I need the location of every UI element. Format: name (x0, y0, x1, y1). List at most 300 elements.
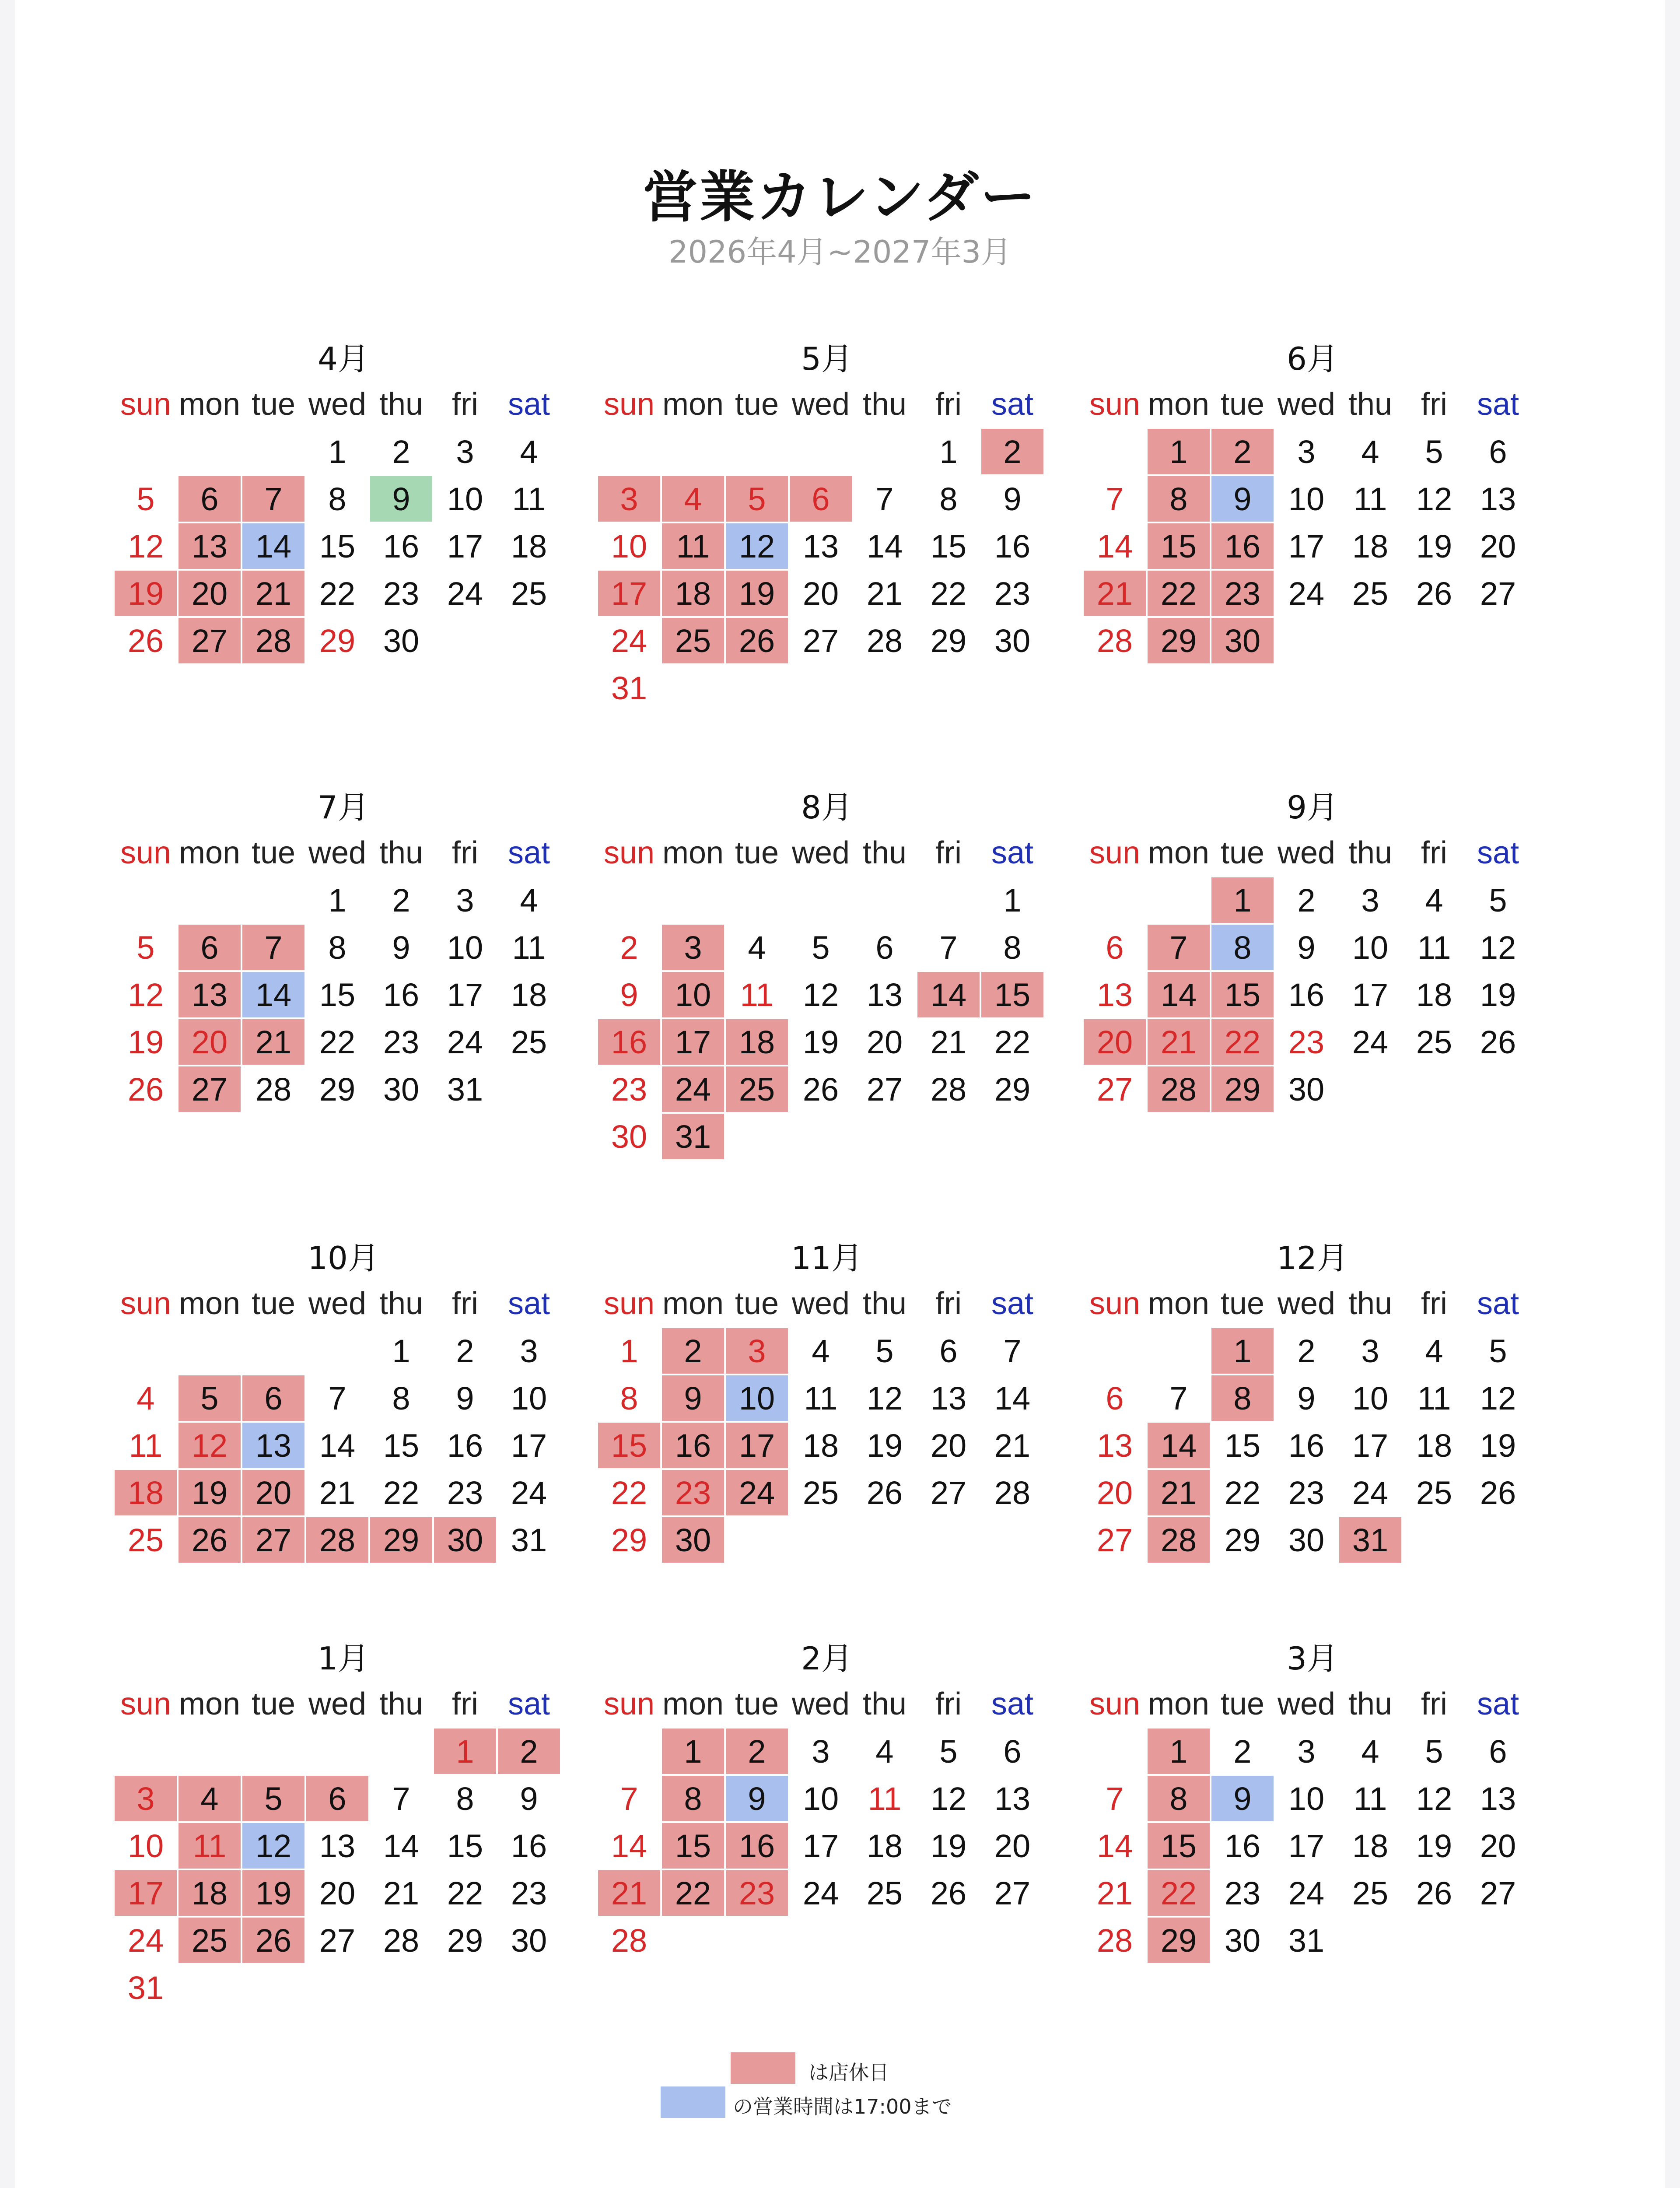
day-cell: 27 (178, 1066, 241, 1112)
day-cell: 2 (392, 433, 410, 470)
day-cell: 1 (328, 433, 346, 470)
month-grid (114, 381, 575, 664)
day-cell: 8 (328, 480, 346, 517)
day-cell: 11 (1417, 1380, 1451, 1417)
day-cell: 4 (1425, 1332, 1443, 1369)
day-cell: 4 (812, 1332, 830, 1369)
day-cell: 19 (115, 571, 177, 616)
day-cell: 3 (598, 476, 660, 522)
month-grid (1083, 381, 1544, 664)
day-cell: 27 (1096, 1071, 1133, 1108)
weekday-header: tue (251, 1687, 296, 1722)
weekday-header: thu (862, 1687, 907, 1722)
weekday-header: mon (178, 1687, 241, 1722)
month-title: 9月 (1287, 789, 1338, 826)
day-cell: 29 (1148, 1918, 1210, 1963)
day-cell: 14 (1096, 1827, 1133, 1864)
day-cell: 14 (242, 972, 304, 1017)
day-cell: 20 (1084, 1019, 1146, 1065)
day-cell: 29 (447, 1922, 483, 1959)
day-cell: 4 (178, 1776, 241, 1821)
day-cell: 22 (319, 575, 356, 612)
day-cell: 2 (981, 429, 1043, 474)
day-cell: 28 (255, 1071, 292, 1108)
day-cell: 12 (127, 976, 164, 1013)
day-cell: 29 (319, 1071, 356, 1108)
day-cell: 22 (611, 1474, 648, 1511)
weekday-header: mon (662, 387, 724, 422)
day-cell: 14 (242, 523, 304, 569)
day-cell: 26 (930, 1875, 967, 1911)
day-cell: 7 (1148, 925, 1210, 970)
weekday-header: mon (178, 1286, 241, 1321)
empty-cell (242, 1327, 305, 1375)
day-cell: 22 (319, 1024, 356, 1060)
day-cell: 24 (662, 1066, 724, 1112)
day-cell: 19 (1416, 528, 1452, 565)
weekday-header: sat (508, 387, 550, 422)
day-cell: 3 (812, 1733, 830, 1770)
day-cell: 21 (598, 1870, 660, 1916)
weekday-header: fri (452, 835, 478, 870)
day-cell: 18 (511, 976, 547, 1013)
weekday-header: sat (508, 1286, 550, 1321)
weekday-header: sun (120, 1687, 172, 1722)
page-subtitle: 2026年4月~2027年3月 (668, 234, 1012, 270)
legend (661, 2052, 1011, 2118)
month-title: 6月 (1287, 340, 1338, 377)
day-cell: 22 (383, 1474, 420, 1511)
day-cell: 17 (115, 1870, 177, 1916)
day-cell: 19 (1416, 1827, 1452, 1864)
day-cell: 26 (178, 1517, 241, 1563)
day-cell: 2 (1297, 1332, 1316, 1369)
day-cell: 19 (726, 571, 788, 616)
day-cell: 5 (136, 480, 155, 517)
empty-cell (178, 428, 242, 475)
day-cell: 24 (1288, 1875, 1325, 1911)
day-cell: 28 (383, 1922, 420, 1959)
month-grid (1083, 1680, 1544, 1964)
empty-cell (789, 877, 853, 924)
day-cell: 30 (611, 1118, 648, 1155)
day-cell: 27 (994, 1875, 1031, 1911)
weekday-header: tue (251, 387, 296, 422)
day-cell: 26 (127, 1071, 164, 1108)
day-cell: 28 (866, 622, 903, 659)
day-cell: 18 (802, 1427, 839, 1464)
empty-cell (114, 428, 178, 475)
day-cell: 9 (520, 1780, 538, 1817)
day-cell: 10 (1352, 929, 1389, 966)
day-cell: 2 (498, 1729, 560, 1774)
month-title: 7月 (318, 789, 369, 826)
weekday-header: fri (1421, 835, 1447, 870)
empty-cell (1147, 877, 1211, 924)
weekday-header: mon (662, 1687, 724, 1722)
weekday-header: tue (735, 1687, 779, 1722)
day-cell: 6 (790, 476, 852, 522)
day-cell: 31 (511, 1522, 547, 1558)
weekday-header: thu (379, 1286, 424, 1321)
weekday-header: sun (120, 835, 172, 870)
day-cell: 29 (1211, 1066, 1274, 1112)
day-cell: 30 (383, 622, 420, 659)
day-cell: 25 (1416, 1024, 1452, 1060)
day-cell: 14 (383, 1827, 420, 1864)
empty-cell (178, 1728, 242, 1775)
day-cell: 2 (1211, 429, 1274, 474)
day-cell: 12 (930, 1780, 967, 1817)
day-cell: 8 (1003, 929, 1022, 966)
day-cell: 3 (456, 882, 474, 919)
day-cell: 21 (383, 1875, 420, 1911)
day-cell: 17 (511, 1427, 547, 1464)
day-cell: 28 (1096, 622, 1133, 659)
day-cell: 14 (994, 1380, 1031, 1417)
day-cell: 24 (511, 1474, 547, 1511)
day-cell: 30 (662, 1517, 724, 1563)
day-cell: 3 (1361, 1332, 1379, 1369)
weekday-header: sun (120, 1286, 172, 1321)
day-cell: 22 (1224, 1474, 1261, 1511)
day-cell: 13 (866, 976, 903, 1013)
weekday-header: wed (1277, 1286, 1336, 1321)
day-cell: 12 (1416, 480, 1452, 517)
weekday-header: sat (508, 835, 550, 870)
month-block (1081, 1637, 1544, 1964)
month-grid (114, 829, 575, 1113)
empty-cell (1083, 877, 1147, 924)
day-cell: 15 (981, 972, 1043, 1017)
weekday-header: thu (1348, 1687, 1393, 1722)
day-cell: 23 (1224, 1875, 1261, 1911)
day-cell: 22 (662, 1870, 724, 1916)
day-cell: 15 (598, 1423, 660, 1468)
weekday-header: thu (862, 1286, 907, 1321)
day-cell: 10 (611, 528, 648, 565)
day-cell: 15 (930, 528, 967, 565)
day-cell: 20 (242, 1470, 304, 1515)
day-cell: 23 (1211, 571, 1274, 616)
weekday-header: mon (178, 835, 241, 870)
weekday-header: sun (603, 1687, 655, 1722)
day-cell: 21 (1096, 1875, 1133, 1911)
day-cell: 20 (802, 575, 839, 612)
day-cell: 19 (1480, 1427, 1516, 1464)
day-cell: 25 (511, 1024, 547, 1060)
empty-cell (242, 428, 305, 475)
day-cell: 25 (662, 618, 724, 663)
day-cell: 4 (1425, 882, 1443, 919)
weekday-header: wed (791, 1687, 850, 1722)
weekday-header: thu (379, 835, 424, 870)
day-cell: 3 (1297, 433, 1316, 470)
month-block (1081, 785, 1544, 1113)
empty-cell (917, 877, 980, 924)
day-cell: 5 (875, 1332, 894, 1369)
day-cell: 11 (129, 1427, 163, 1464)
legend-short-swatch (661, 2086, 725, 2118)
day-cell: 7 (1169, 1380, 1188, 1417)
month-block (112, 785, 575, 1113)
weekday-header: sun (1089, 835, 1141, 870)
empty-cell (661, 428, 725, 475)
day-cell: 16 (383, 528, 420, 565)
day-cell: 21 (319, 1474, 356, 1511)
day-cell: 13 (242, 1423, 304, 1468)
month-grid (1083, 829, 1544, 1113)
day-cell: 7 (1106, 480, 1124, 517)
day-cell: 27 (1096, 1522, 1133, 1558)
day-cell: 10 (127, 1827, 164, 1864)
month-title: 1月 (318, 1640, 369, 1677)
day-cell: 8 (939, 480, 958, 517)
weekday-header: sun (603, 1286, 655, 1321)
weekday-header: sat (1477, 1687, 1519, 1722)
day-cell: 19 (930, 1827, 967, 1864)
month-title: 5月 (801, 340, 853, 377)
day-cell: 31 (127, 1969, 164, 2006)
day-cell: 19 (802, 1024, 839, 1060)
day-cell: 24 (1288, 575, 1325, 612)
day-cell: 13 (994, 1780, 1031, 1817)
weekday-header: thu (379, 1687, 424, 1722)
day-cell: 27 (242, 1517, 304, 1563)
weekday-header: mon (1148, 1687, 1210, 1722)
day-cell: 10 (802, 1780, 839, 1817)
weekday-header: sat (991, 835, 1034, 870)
day-cell: 12 (726, 523, 788, 569)
empty-cell (597, 877, 661, 924)
day-cell: 29 (1148, 618, 1210, 663)
day-cell: 24 (802, 1875, 839, 1911)
weekday-header: sat (991, 387, 1034, 422)
day-cell: 27 (802, 622, 839, 659)
day-cell: 10 (662, 972, 724, 1017)
day-cell: 24 (447, 575, 483, 612)
day-cell: 11 (1417, 929, 1451, 966)
day-cell: 19 (127, 1024, 164, 1060)
legend-closed-swatch (731, 2052, 795, 2084)
weekday-header: thu (1348, 387, 1393, 422)
day-cell: 15 (319, 528, 356, 565)
weekday-header: fri (1421, 387, 1447, 422)
empty-cell (725, 877, 789, 924)
month-title: 12月 (1277, 1240, 1348, 1276)
day-cell: 31 (611, 670, 648, 706)
weekday-header: sun (1089, 1286, 1141, 1321)
day-cell: 16 (994, 528, 1031, 565)
day-cell: 29 (1224, 1522, 1261, 1558)
legend-short-label: の営業時間は17:00まで (733, 2095, 952, 2118)
day-cell: 5 (178, 1375, 241, 1421)
day-cell: 16 (447, 1427, 483, 1464)
empty-cell (661, 877, 725, 924)
day-cell: 8 (456, 1780, 474, 1817)
day-cell: 25 (726, 1066, 788, 1112)
weekday-header: tue (735, 1286, 779, 1321)
day-cell: 22 (994, 1024, 1031, 1060)
day-cell: 4 (1361, 1733, 1379, 1770)
day-cell: 6 (1106, 929, 1124, 966)
empty-cell (597, 428, 661, 475)
day-cell: 25 (511, 575, 547, 612)
day-cell: 9 (620, 976, 638, 1013)
day-cell: 11 (662, 523, 724, 569)
weekday-header: sat (1477, 1286, 1519, 1321)
day-cell: 20 (994, 1827, 1031, 1864)
month-grid (1083, 1280, 1544, 1564)
day-cell: 18 (1352, 528, 1389, 565)
day-cell: 10 (1352, 1380, 1389, 1417)
day-cell: 9 (392, 929, 410, 966)
day-cell: 26 (242, 1918, 304, 1963)
empty-cell (114, 877, 178, 924)
day-cell: 11 (178, 1823, 241, 1869)
weekday-header: sun (1089, 1687, 1141, 1722)
empty-cell (305, 1728, 369, 1775)
weekday-header: sat (508, 1687, 550, 1722)
month-block (112, 1637, 575, 2011)
day-cell: 12 (242, 1823, 304, 1869)
day-cell: 30 (1211, 618, 1274, 663)
day-cell: 22 (1148, 571, 1210, 616)
day-cell: 6 (242, 1375, 304, 1421)
day-cell: 1 (620, 1332, 638, 1369)
weekday-header: sun (1089, 387, 1141, 422)
month-grid (114, 1680, 575, 2011)
empty-cell (789, 428, 853, 475)
day-cell: 28 (1148, 1517, 1210, 1563)
weekday-header: fri (1421, 1286, 1447, 1321)
day-cell: 14 (1148, 972, 1210, 1017)
day-cell: 10 (447, 480, 483, 517)
day-cell: 21 (994, 1427, 1031, 1464)
day-cell: 16 (1288, 1427, 1325, 1464)
day-cell: 9 (456, 1380, 474, 1417)
day-cell: 27 (930, 1474, 967, 1511)
day-cell: 17 (662, 1019, 724, 1065)
day-cell: 26 (1480, 1474, 1516, 1511)
day-cell: 7 (939, 929, 958, 966)
day-cell: 24 (611, 622, 648, 659)
day-cell: 26 (1416, 1875, 1452, 1911)
weekday-header: tue (735, 387, 779, 422)
day-cell: 3 (115, 1776, 177, 1821)
empty-cell (114, 1728, 178, 1775)
day-cell: 18 (1416, 1427, 1452, 1464)
day-cell: 24 (1352, 1474, 1389, 1511)
day-cell: 21 (242, 571, 304, 616)
month-title: 11月 (791, 1240, 863, 1276)
month-grid (597, 381, 1059, 712)
day-cell: 23 (511, 1875, 547, 1911)
weekday-header: wed (791, 1286, 850, 1321)
day-cell: 4 (520, 882, 538, 919)
day-cell: 31 (1339, 1517, 1401, 1563)
day-cell: 16 (511, 1827, 547, 1864)
day-cell: 18 (1416, 976, 1452, 1013)
day-cell: 11 (804, 1380, 838, 1417)
day-cell: 12 (802, 976, 839, 1013)
day-cell: 2 (456, 1332, 474, 1369)
day-cell: 23 (447, 1474, 483, 1511)
day-cell: 13 (1096, 976, 1133, 1013)
day-cell: 9 (1297, 1380, 1316, 1417)
day-cell: 19 (242, 1870, 304, 1916)
day-cell: 8 (662, 1776, 724, 1821)
weekday-header: fri (935, 1687, 962, 1722)
weekday-header: sat (1477, 835, 1519, 870)
day-cell: 15 (1148, 523, 1210, 569)
day-cell: 1 (1211, 1328, 1274, 1374)
day-cell: 14 (319, 1427, 356, 1464)
weekday-header: thu (862, 387, 907, 422)
day-cell: 2 (1233, 1733, 1252, 1770)
day-cell: 8 (1148, 1776, 1210, 1821)
day-cell: 13 (802, 528, 839, 565)
weekday-header: sat (1477, 387, 1519, 422)
month-title: 2月 (801, 1640, 853, 1677)
day-cell: 24 (447, 1024, 483, 1060)
day-cell: 20 (930, 1427, 967, 1464)
day-cell: 1 (434, 1729, 496, 1774)
month-block (112, 1236, 575, 1564)
day-cell: 17 (726, 1423, 788, 1468)
day-cell: 5 (1489, 882, 1507, 919)
day-cell: 28 (930, 1071, 967, 1108)
day-cell: 4 (875, 1733, 894, 1770)
day-cell: 12 (178, 1423, 241, 1468)
weekday-header: thu (1348, 1286, 1393, 1321)
day-cell: 21 (1084, 571, 1146, 616)
day-cell: 21 (1148, 1470, 1210, 1515)
day-cell: 26 (1416, 575, 1452, 612)
weekday-header: wed (308, 835, 367, 870)
day-cell: 8 (1211, 925, 1274, 970)
day-cell: 17 (447, 528, 483, 565)
weekday-header: mon (662, 1286, 724, 1321)
day-cell: 16 (726, 1823, 788, 1869)
day-cell: 7 (1106, 1780, 1124, 1817)
month-grid (114, 1280, 575, 1564)
day-cell: 11 (1353, 480, 1387, 517)
day-cell: 21 (1148, 1019, 1210, 1065)
day-cell: 10 (447, 929, 483, 966)
day-cell: 13 (319, 1827, 356, 1864)
day-cell: 18 (726, 1019, 788, 1065)
day-cell: 3 (1361, 882, 1379, 919)
day-cell: 10 (1288, 1780, 1325, 1817)
day-cell: 7 (1003, 1332, 1022, 1369)
weekday-header: fri (1421, 1687, 1447, 1722)
day-cell: 3 (662, 925, 724, 970)
empty-cell (853, 877, 917, 924)
month-block (595, 1236, 1059, 1564)
day-cell: 8 (1148, 476, 1210, 522)
day-cell: 15 (662, 1823, 724, 1869)
day-cell: 28 (306, 1517, 368, 1563)
month-block (1081, 1236, 1544, 1564)
empty-cell (725, 428, 789, 475)
weekday-header: sun (120, 387, 172, 422)
day-cell: 6 (178, 925, 241, 970)
day-cell: 10 (511, 1380, 547, 1417)
day-cell: 13 (1480, 1780, 1516, 1817)
day-cell: 4 (520, 433, 538, 470)
day-cell: 19 (178, 1470, 241, 1515)
